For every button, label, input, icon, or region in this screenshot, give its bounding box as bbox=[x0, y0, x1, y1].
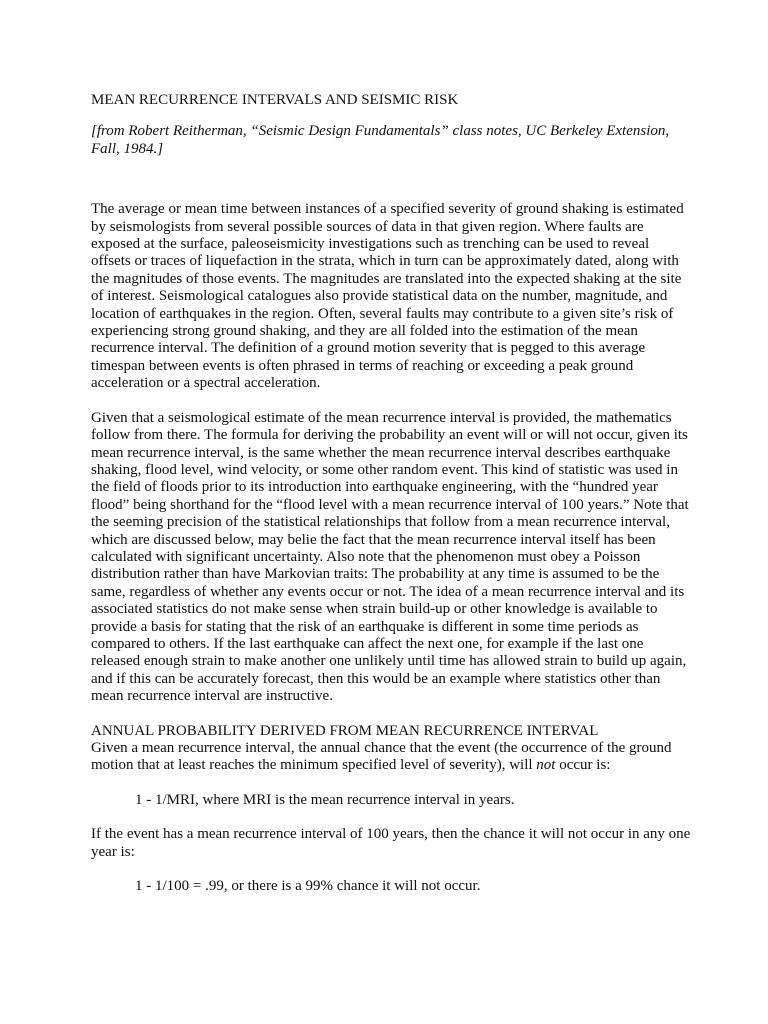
section-intro-emphasis: not bbox=[536, 757, 556, 774]
section-heading: ANNUAL PROBABILITY DERIVED FROM MEAN RECURRENCE INTERVAL bbox=[91, 722, 599, 739]
formula-line: 1 - 1/MRI, where MRI is the mean recurrence interval in years. bbox=[135, 791, 515, 808]
body-paragraph-2: Given that a seismological estimate of the mean recurrence interval is provided, the mathematics follow from there. The formula for deriving the probability an event will or will not occur, given its mean recurrence interval, is the same whether the mean recurrence interval describes earthquake shaking, flood level, wind velocity, or some other random event. This kind of statistic was used in the field of floods prior to its introduction into earthquake engineering, with the “hundred year flood” being shorthand for the “flood level with a mean recurrence interval of 100 years.” Note that the seeming precision of the statistical relationships that follow from a mean recurrence interval, which are discussed below, may belie the fact that the mean recurrence interval itself has been calculated with significant uncertainty. Also note that the phenomenon must obey a Poisson distribution rather than have Markovian traits: The probability at any time is assumed to be the same, regardless of whether any events occur or not. The idea of a mean recurrence interval and its associated statistics do not make sense when strain build-up or other knowledge is available to provide a basis for stating that the risk of an earthquake is different in some time periods as compared to others. If the last earthquake can affect the next one, for example if the last one released enough strain to make another one unlikely until time has allowed strain to build up again, and if this can be accurately forecast, then this would be an example where statistics other than mean recurrence interval are instructive. bbox=[91, 409, 689, 705]
example-paragraph: If the event has a mean recurrence interval of 100 years, then the chance it will not occur in any one year is: bbox=[91, 826, 691, 860]
document-title: MEAN RECURRENCE INTERVALS AND SEISMIC RISK bbox=[91, 92, 459, 108]
example-formula-line: 1 - 1/100 = .99, or there is a 99% chance it will not occur. bbox=[135, 878, 481, 895]
document-page bbox=[91, 92, 691, 912]
section-intro bbox=[91, 740, 691, 775]
source-citation: [from Robert Reitherman, “Seismic Design Fundamentals” class notes, UC Berkeley Extension, Fall, 1984.] bbox=[91, 123, 670, 157]
body-paragraph-1: The average or mean time between instances of a specified severity of ground shaking is estimated by seismologists from several possible sources of data in that given region. Where faults are exposed at the surface, paleoseismicity investigations such as trenching can be used to reveal offsets or traces of liquefaction in the strata, which in turn can be approximately dated, along with the magnitudes of those events. The magnitudes are translated into the expected shaking at the site of interest. Seismological catalogues also provide statistical data on the number, magnitude, and location of earthquakes in the region. Often, several faults may contribute to a given site’s risk of experiencing strong ground shaking, and they are all folded into the estimation of the mean recurrence interval. The definition of a ground motion severity that is pegged to this average timespan between events is often phrased in terms of reaching or exceeding a peak ground acceleration or a spectral acceleration. bbox=[91, 201, 684, 392]
section-intro-text-after: occur is: bbox=[555, 757, 611, 774]
section-intro-text-before: Given a mean recurrence interval, the annual chance that the event (the occurrence of the ground motion that at least reaches the minimum specified level of severity), will bbox=[91, 740, 672, 774]
